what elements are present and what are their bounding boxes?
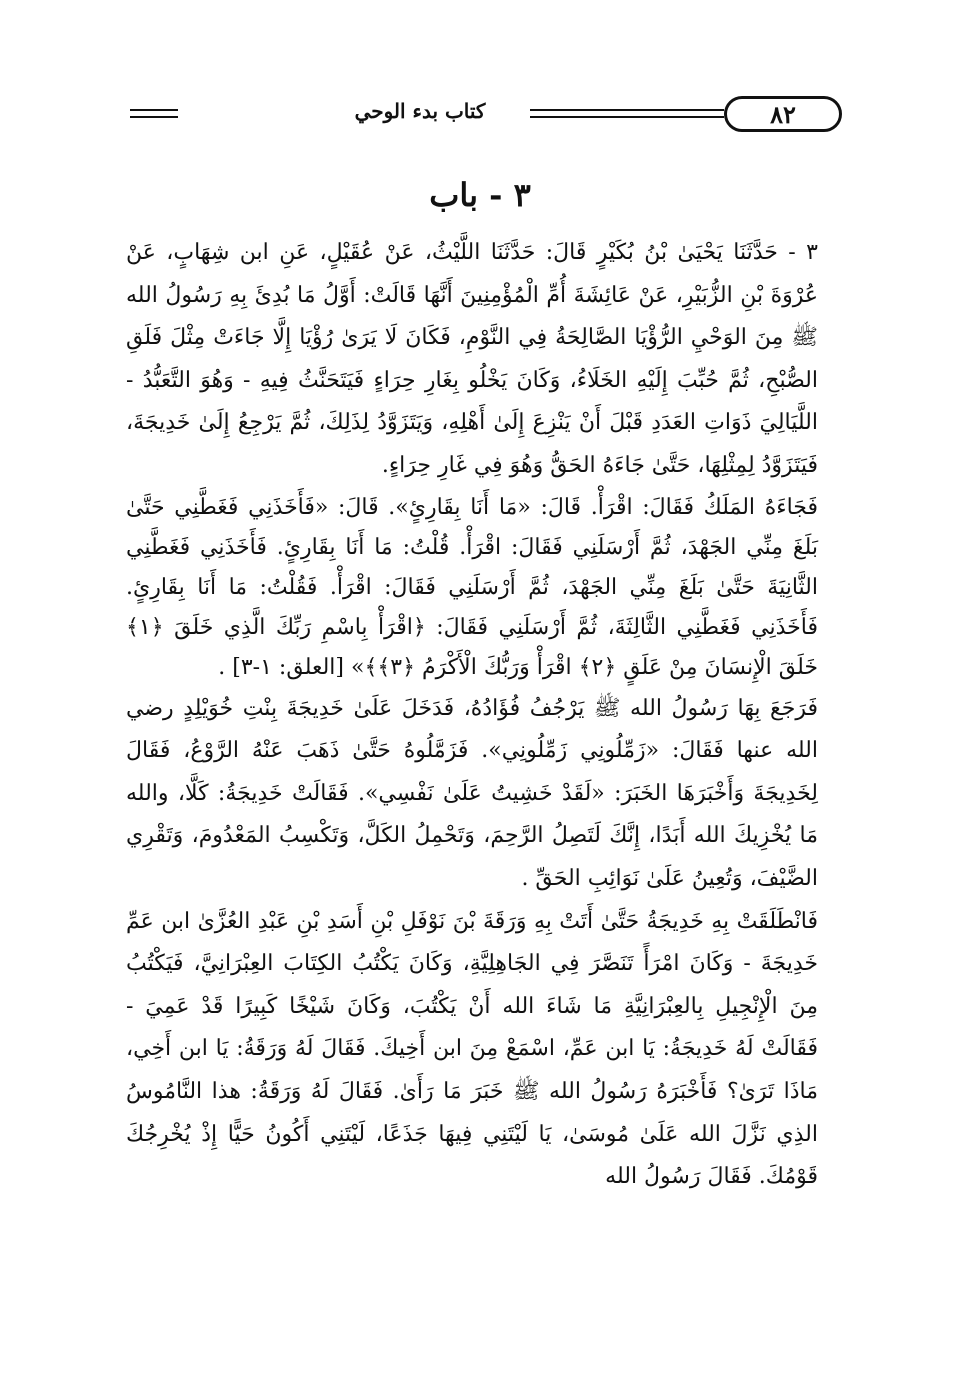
page-header [130,92,842,136]
hadith-paragraph-2: فَجَاءَهُ المَلَكُ فَقَالَ: اقْرَأْ. قَالَ: «مَا أَنَا بِقَارِئٍ». قَالَ: «فَأَخَذَنِي فَغَطَّنِي حَتَّىٰ بَلَغَ مِنِّي الجَهْدَ، ثُمَّ أَرْسَلَنِي فَقَالَ: اقْرَأْ. قُلْتُ: مَا أَنَا بِقَارِئٍ. فَأَخَذَنِي فَغَطَّنِي الثَّانِيَةَ حَتَّىٰ بَلَغَ مِنِّي الجَهْدَ، ثُمَّ أَرْسَلَنِي فَقَالَ: اقْرَأْ. فَقُلْتُ: مَا أَنَا بِقَارِئٍ. فَأَخَذَنِي فَغَطَّنِي الثَّالِثَةَ، ثُمَّ أَرْسَلَنِي فَقَالَ: ﴿اقْرَأْ بِاسْمِ رَبِّكَ الَّذِي خَلَقَ ﴿١﴾ خَلَقَ الْإِنسَانَ مِنْ عَلَقٍ ﴿٢﴾ اقْرَأْ وَرَبُّكَ الْأَكْرَمُ ﴿٣﴾﴾» [العلق: ١-٣] . [126,494,818,680]
main-text [126,232,840,1199]
header-rule-left-top [130,109,178,111]
hadith-paragraph-4: فَانْطَلَقَتْ بِهِ خَدِيجَةُ حَتَّىٰ أَتَتْ بِهِ وَرَقَةَ بْنَ نَوْفَلِ بْنِ أَسَدِ بْنِ عَبْدِ العُزَّىٰ ابن عَمِّ خَدِيجَةَ - وَكَانَ امْرَأً تَنَصَّرَ فِي الجَاهِلِيَّةِ، وَكَانَ يَكْتُبُ الكِتَابَ العِبْرَانِيَّ، فَيَكْتُبُ مِنَ الْإِنْجِيلِ بِالعِبْرَانِيَّةِ مَا شَاءَ الله أَنْ يَكْتُبَ، وَكَانَ شَيْخًا كَبِيرًا قَدْ عَمِيَ - فَقَالَتْ لَهُ خَدِيجَةُ: يَا ابن عَمِّ، اسْمَعْ مِنَ ابن أَخِيكَ. فَقَالَ لَهُ وَرَقَةُ: يَا ابن أَخِي، مَاذَا تَرَىٰ؟ فَأَخْبَرَهُ رَسُولُ الله ﷺ خَبَرَ مَا رَأَىٰ. فَقَالَ لَهُ وَرَقَةُ: هذا النَّامُوسُ الذِي نَزَّلَ الله عَلَىٰ مُوسَىٰ، يَا لَيْتَنِي فِيهَا جَذَعًا، لَيْتَنِي أَكُونُ حَيًّا إِذْ يُخْرِجُكَ قَوْمُكَ. فَقَالَ رَسُولُ الله [126,908,818,1190]
hadith-paragraph-3: فَرَجَعَ بِهَا رَسُولُ الله ﷺ يَرْجُفُ فُؤَادُهُ، فَدَخَلَ عَلَىٰ خَدِيجَةَ بِنْتِ خُوَيْلِدٍ رضي الله عنها فَقَالَ: «زَمِّلُونِي زَمِّلُونِي». فَزَمَّلُوهُ حَتَّىٰ ذَهَبَ عَنْهُ الرَّوْعُ، فَقَالَ لِخَدِيجَةَ وَأَخْبَرَهَا الخَبَرَ: «لَقَدْ خَشِيتُ عَلَىٰ نَفْسِي». فَقَالَتْ خَدِيجَةُ: كَلَّا، والله مَا يُخْزِيكَ الله أَبَدًا، إِنَّكَ لَتَصِلُ الرَّحِمَ، وَتَحْمِلُ الكَلَّ، وَتَكْسِبُ المَعْدُومَ، وَتَقْرِي الضَّيْفَ، وَتُعِينُ عَلَىٰ نَوَائِبِ الحَقِّ . [126,695,818,891]
page-number-badge: ٨٢ [724,96,842,132]
running-title: كتاب بدء الوحي [310,94,530,128]
chapter-title: ٣ - باب [429,176,531,214]
hadith-paragraph-1: ٣ - حَدَّثَنَا يَحْيَىٰ بْنُ بُكَيْرٍ قَالَ: حَدَّثَنَا اللَّيْثُ، عَنْ عُقَيْلٍ، عَنِ ابن شِهَابٍ، عَنْ عُرْوَةَ بْنِ الزُّبَيْرِ، عَنْ عَائِشَةَ أُمِّ الْمُؤْمِنِينَ أَنَّهَا قَالَتْ: أَوَّلُ مَا بُدِئَ بِهِ رَسُولُ الله ﷺ مِنَ الوَحْيِ الرُّؤْيَا الصَّالِحَةُ فِي النَّوْمِ، فَكَانَ لَا يَرَىٰ رُؤْيَا إِلَّا جَاءَتْ مِثْلَ فَلَقِ الصُّبْحِ، ثُمَّ حُبِّبَ إِلَيْهِ الخَلَاءُ، وَكَانَ يَخْلُو بِغَارِ حِرَاءٍ فَيَتَحَنَّثُ فِيهِ - وَهُوَ التَّعَبُّدُ - اللَّيَالِيَ ذَوَاتِ العَدَدِ قَبْلَ أَنْ يَنْزِعَ إِلَىٰ أَهْلِهِ، وَيَتَزَوَّدُ لِذَلِكَ، ثُمَّ يَرْجِعُ إِلَىٰ خَدِيجَةَ، فَيَتَزَوَّدُ لِمِثْلِهَا، حَتَّىٰ جَاءَهُ الحَقُّ وَهُوَ فِي غَارِ حِرَاءٍ. [126,240,818,478]
header-rule-left-bottom [130,116,178,118]
